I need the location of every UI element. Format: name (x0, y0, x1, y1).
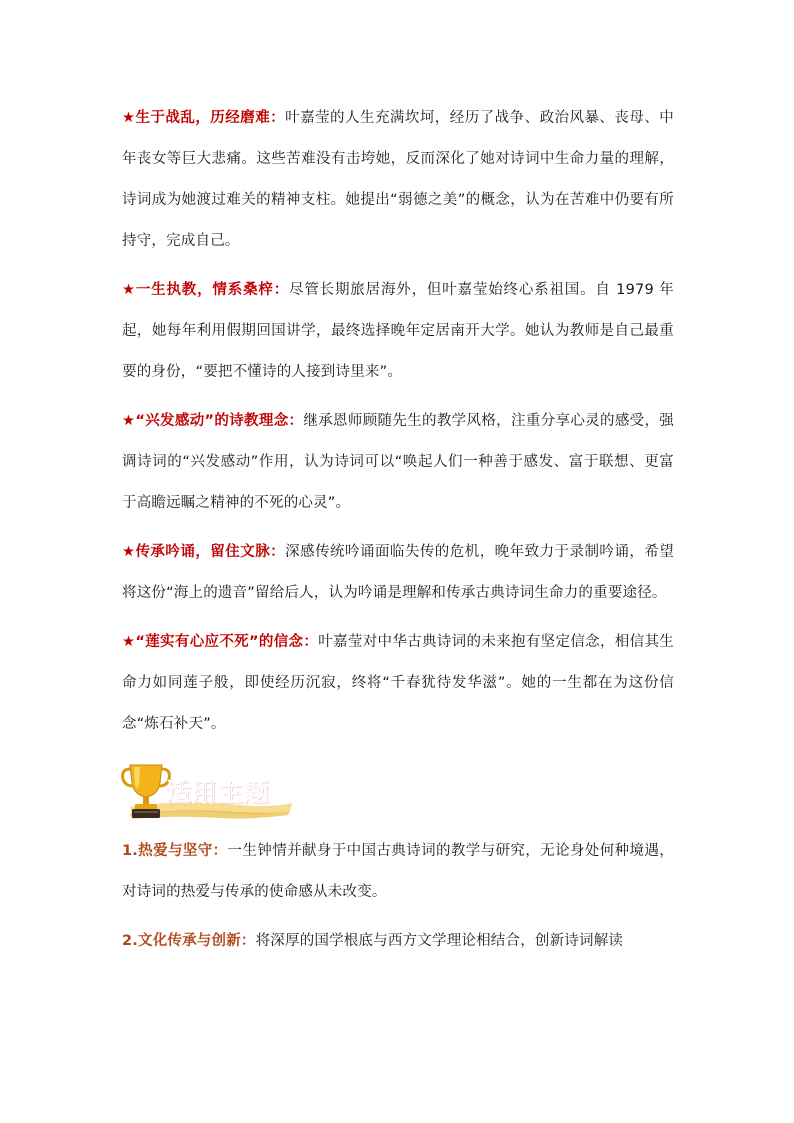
section-marker: ★ (122, 634, 136, 650)
theme-paragraph (122, 921, 674, 962)
section-heading: “兴发感动”的诗教理念： (135, 413, 304, 429)
section-paragraph (122, 401, 674, 524)
banner-title: 适用主题 (166, 778, 271, 807)
section-heading: 生于战乱，历经磨难： (135, 110, 286, 126)
theme-paragraph (122, 831, 674, 913)
section-heading: 传承吟诵，留住文脉： (135, 544, 286, 560)
section-body: 尽管长期旅居海外，但叶嘉莹始终心系祖国。自 1979 年起，她每年利用假期回国讲学，最终选择晚年定居南开大学。她认为教师是自己最重要的身份，“要把不懂诗的人接到诗里来”。 (122, 282, 675, 380)
theme-body: 一生钟情并献身于中国古典诗词的教学与研究，无论身处何种境遇，对诗词的热爱与传承的使命感从未改变。 (122, 843, 675, 900)
theme-heading: 1.热爱与坚守： (122, 843, 228, 859)
section-heading: “莲实有心应不死”的信念： (135, 634, 319, 650)
section-body: 叶嘉莹的人生充满坎坷，经历了战争、政治风暴、丧母、中年丧女等巨大悲痛。这些苦难没有击垮她，反而深化了她对诗词中生命力量的理解，诗词成为她渡过难关的精神支柱。她提出“弱德之美”的概念，认为在苦难中仍要有所持守，完成自己。 (122, 110, 675, 249)
section-body: 叶嘉莹对中华古典诗词的未来抱有坚定信念，相信其生命力如同莲子般，即使经历沉寂，终将“千春犹待发华滋”。她的一生都在为这份信念“炼石补天”。 (122, 634, 674, 732)
section-marker: ★ (122, 544, 136, 560)
themes-banner (120, 759, 300, 825)
section-body: 深感传统吟诵面临失传的危机，晚年致力于录制吟诵，希望将这份“海上的遗音”留给后人，认为吟诵是理解和传承古典诗词生命力的重要途径。 (122, 544, 675, 601)
section-body: 继承恩师顾随先生的教学风格，注重分享心灵的感受，强调诗词的“兴发感动”作用，认为诗词可以“唤起人们一种善于感发、富于联想、更富于高瞻远瞩之精神的不死的心灵”。 (122, 413, 675, 511)
section-paragraph (122, 622, 674, 745)
section-marker: ★ (122, 282, 136, 298)
theme-body: 将深厚的国学根底与西方文学理论相结合，创新诗词解读 (255, 933, 624, 949)
section-paragraph (122, 532, 674, 614)
section-marker: ★ (122, 413, 136, 429)
section-paragraph (122, 270, 674, 393)
section-heading: 一生执教，情系桑梓： (135, 282, 290, 298)
section-paragraph (122, 98, 674, 262)
theme-heading: 2.文化传承与创新： (122, 933, 256, 949)
document-page (122, 98, 674, 970)
section-marker: ★ (122, 110, 136, 126)
